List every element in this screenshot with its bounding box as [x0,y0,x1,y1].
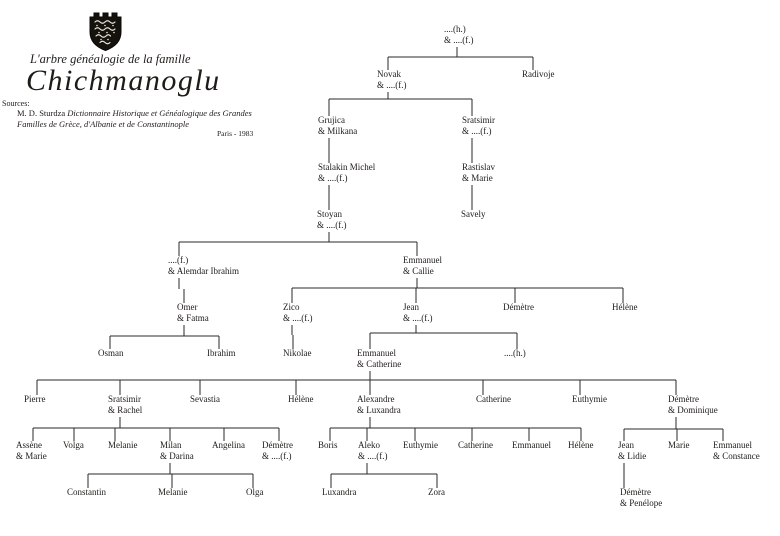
person-stalakin [318,162,375,184]
person-label: & Marie [16,451,47,461]
person-demetre-dominique [668,394,718,416]
person-label: Melanie [108,440,138,450]
person-olga [246,487,264,498]
person-label: Démètre [262,440,293,450]
person-catherine-2 [458,440,493,451]
person-label: Assène [16,440,42,450]
person-stoyan [317,209,347,231]
person-constantin [67,487,106,498]
person-label: Emmanuel [713,440,752,450]
person-novak [377,69,407,91]
person-sratsimir-2 [108,394,142,416]
person-label: & ....(f.) [358,451,388,461]
person-label: & Rachel [108,405,143,415]
person-pierre [24,394,46,405]
person-label: Jean [403,302,419,312]
person-label: & Milkana [318,126,358,136]
person-label: Démètre [668,394,699,404]
person-label: Marie [668,440,690,450]
person-label: & ....(f.) [317,220,347,230]
person-sevastia [190,394,220,405]
person-volga [63,440,84,451]
person-root [444,24,474,46]
person-label: Rastislav [462,162,495,172]
person-label: & ....(f.) [462,126,492,136]
person-alexandre [357,394,401,416]
person-label: ....(h.) [444,24,466,34]
person-label: & ....(f.) [403,313,433,323]
person-omer [177,302,209,324]
person-demetre-1 [503,302,534,313]
person-label: Volga [63,440,84,450]
person-label: Jean [618,440,634,450]
person-label: Hélène [568,440,594,450]
person-label: Novak [377,69,401,79]
person-label: Stalakin Michel [318,162,376,172]
person-demetre-penelope [620,487,662,509]
source-title: Dictionnaire Historique et Généalogique des Grandes Familles de Grèce, d'Albanie et de Constantinople [17,108,252,129]
person-label: Milan [160,440,182,450]
person-catherine-1 [476,394,511,405]
person-label: Stoyan [317,209,343,219]
person-jean-lidie [618,440,646,462]
person-zora [428,487,445,498]
tree-subtitle: L'arbre généalogie de la famille [30,52,191,66]
person-rastislav [462,162,495,184]
person-label: Boris [318,440,338,450]
person-label: Euthymie [403,440,438,450]
person-label: Démètre [620,487,651,497]
person-alemdar [168,255,239,277]
person-label: & Callie [403,266,434,276]
person-euthymie-1 [572,394,607,405]
person-label: Ibrahim [207,348,236,358]
person-emmanuel-2 [512,440,551,451]
person-label: Olga [246,487,264,497]
person-label: & Luxandra [357,405,401,415]
person-fils-inconnu [504,348,526,359]
person-label: & Fatma [177,313,209,323]
person-boris [318,440,338,451]
person-label: Hélène [612,302,638,312]
person-ibrahim [207,348,236,359]
person-label: Savely [461,209,486,219]
person-nikolae [283,348,312,359]
person-label: Sratsimir [108,394,141,404]
person-label: Emmanuel [403,255,442,265]
person-label: Emmanuel [357,348,396,358]
sources-label: Sources: [2,99,30,108]
person-label: Emmanuel [512,440,551,450]
person-label: & Darina [160,451,194,461]
person-label: Angelina [212,440,245,450]
person-radivoje [522,69,555,80]
person-label: Zora [428,487,445,497]
person-label: Constantin [67,487,107,497]
source-publication: Paris - 1983 [217,129,254,138]
person-luxandra [322,487,356,498]
person-label: Nikolae [283,348,312,358]
person-jean-1 [403,302,433,324]
person-label: & ....(f.) [283,313,313,323]
person-label: & Marie [462,173,493,183]
person-label: ....(h.) [504,348,526,358]
person-label: Zico [283,302,300,312]
person-aleko [358,440,388,462]
person-label: & Penélope [620,498,663,508]
person-zico [283,302,313,324]
person-label: Sratsimir [462,115,495,125]
person-label: Catherine [476,394,511,404]
person-assene [16,440,47,462]
person-marie-2 [668,440,690,451]
person-label: & Alemdar Ibrahim [168,266,239,276]
person-label: & ....(f.) [444,35,474,45]
person-label: & Dominique [668,405,718,415]
person-label: Omer [177,302,198,312]
person-label: ....(f.) [168,255,189,265]
person-label: Grujica [318,115,345,125]
person-label: Alexandre [357,394,395,404]
connector-path [33,47,723,488]
person-label: Euthymie [572,394,607,404]
person-label: Pierre [24,394,46,404]
person-label: Hélène [288,394,314,404]
person-emmanuel-catherine [357,348,401,370]
person-helene-2 [288,394,313,405]
person-label: & Constance [713,451,760,461]
person-label: Luxandra [322,487,357,497]
person-milan [160,440,194,462]
person-savely [461,209,486,220]
person-demetre-2 [262,440,293,462]
person-melanie-2 [158,487,188,498]
person-label: Radivoje [522,69,555,79]
person-sratsimir-1 [462,115,495,137]
person-label: Aleko [358,440,380,450]
person-helene-1 [612,302,637,313]
person-angelina [212,440,245,451]
person-melanie-1 [108,440,138,451]
person-label: Sevastia [190,394,220,404]
person-label: Démètre [503,302,534,312]
person-label: & ....(f.) [318,173,348,183]
person-helene-3 [568,440,593,451]
person-label: & ....(f.) [262,451,292,461]
person-grujica [318,115,357,137]
person-label: Osman [98,348,124,358]
source-author: M. D. Sturdza [17,108,66,118]
family-name-title: Chichmanoglu [26,64,221,97]
person-label: Catherine [458,440,493,450]
person-osman [98,348,124,359]
person-euthymie-2 [403,440,438,451]
person-emmanuel-constance [713,440,760,462]
person-emmanuel-callie [403,255,442,277]
person-label: & Catherine [357,359,402,369]
person-label: Melanie [158,487,188,497]
person-label: & Lidie [618,451,647,461]
person-label: & ....(f.) [377,80,407,90]
